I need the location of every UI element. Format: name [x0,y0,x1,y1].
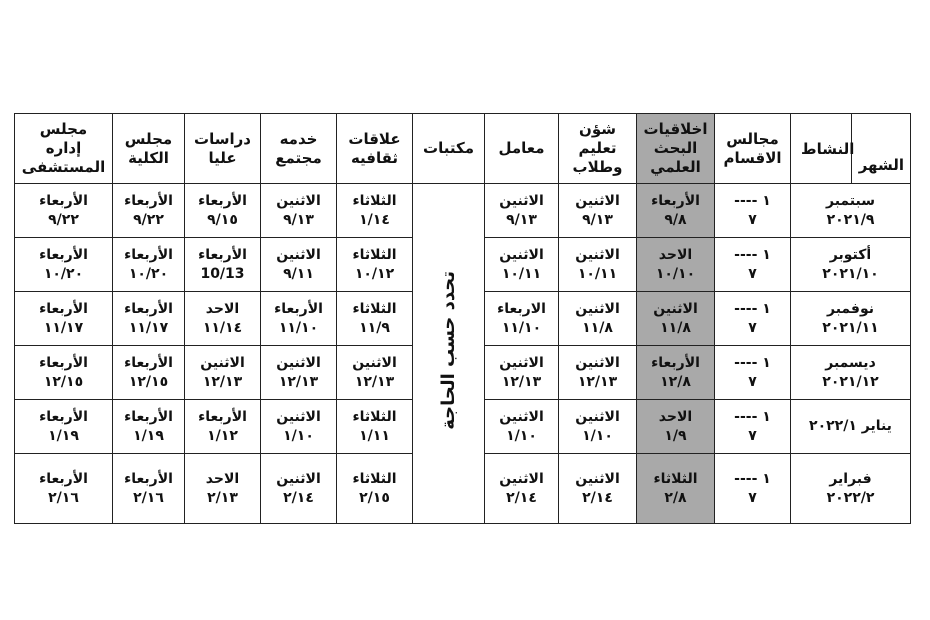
community-service-cell: الاثنين ١/١٠ [261,400,337,454]
college-council-cell: الأربعاء ١١/١٧ [113,292,185,346]
hospital-board-cell: الأربعاء ١٢/١٥ [15,346,113,400]
cultural-relations-cell: الثلاثاء ٢/١٥ [337,454,413,524]
labs-cell: الاثنين ١/١٠ [485,400,559,454]
col-header-graduate-studies: دراسات عليا [185,114,261,184]
college-council-cell: الأربعاء ١٢/١٥ [113,346,185,400]
research-ethics-cell: الاحد ١٠/١٠ [637,238,715,292]
community-service-cell: الاثنين ١٢/١٣ [261,346,337,400]
community-service-cell: الاثنين ٩/١١ [261,238,337,292]
education-students-cell: الاثنين ٢/١٤ [559,454,637,524]
education-students-cell: الاثنين ١/١٠ [559,400,637,454]
col-header-college-council: مجلس الكلية [113,114,185,184]
labs-cell: الاثنين ١٠/١١ [485,238,559,292]
col-header-libraries: مكتبات [413,114,485,184]
research-ethics-cell: الأربعاء ١٢/٨ [637,346,715,400]
research-ethics-cell: الأربعاء ٩/٨ [637,184,715,238]
cultural-relations-cell: الثلاثاء ١/١١ [337,400,413,454]
graduate-studies-cell: الاحد ١١/١٤ [185,292,261,346]
corner-header-cell [791,114,911,184]
month-cell: أكتوبر ٢٠٢١/١٠ [791,238,911,292]
college-council-cell: الأربعاء ٩/٢٢ [113,184,185,238]
col-header-cultural-relations: علاقات ثقافيه [337,114,413,184]
dept-councils-cell: ١ ---- ٧ [715,238,791,292]
cultural-relations-cell: الثلاثاء ١١/٩ [337,292,413,346]
hospital-board-cell: الأربعاء ١٠/٢٠ [15,238,113,292]
research-ethics-cell: الاثنين ١١/٨ [637,292,715,346]
community-service-cell: الاثنين ٢/١٤ [261,454,337,524]
cultural-relations-cell: الثلاثاء ١/١٤ [337,184,413,238]
month-cell: فبراير ٢٠٢٢/٢ [791,454,911,524]
cultural-relations-cell: الثلاثاء ١٠/١٢ [337,238,413,292]
dept-councils-cell: ١ ---- ٧ [715,184,791,238]
month-cell: سبتمبر ٢٠٢١/٩ [791,184,911,238]
col-header-research-ethics: اخلاقيات البحث العلمي [637,114,715,184]
graduate-studies-cell: الأربعاء ١/١٢ [185,400,261,454]
libraries-merged-cell [413,184,485,524]
activity-schedule-table [14,113,911,524]
month-cell: نوفمبر ٢٠٢١/١١ [791,292,911,346]
graduate-studies-cell: الأربعاء 10/13 [185,238,261,292]
labs-cell: الاربعاء ١١/١٠ [485,292,559,346]
month-header-label: الشهر [858,156,904,174]
graduate-studies-cell: الأربعاء ٩/١٥ [185,184,261,238]
dept-councils-cell: ١ ---- ٧ [715,454,791,524]
research-ethics-cell: الاحد ١/٩ [637,400,715,454]
col-header-hospital-board: مجلس إداره المستشفى [15,114,113,184]
college-council-cell: الأربعاء ٢/١٦ [113,454,185,524]
col-header-community-service: خدمه مجتمع [261,114,337,184]
community-service-cell: الأربعاء ١١/١٠ [261,292,337,346]
community-service-cell: الاثنين ٩/١٣ [261,184,337,238]
graduate-studies-cell: الاحد ٢/١٣ [185,454,261,524]
hospital-board-cell: الأربعاء ٩/٢٢ [15,184,113,238]
graduate-studies-cell: الاثنين ١٢/١٣ [185,346,261,400]
research-ethics-cell: الثلاثاء ٢/٨ [637,454,715,524]
education-students-cell: الاثنين ٩/١٣ [559,184,637,238]
dept-councils-cell: ١ ---- ٧ [715,400,791,454]
college-council-cell: الأربعاء ١/١٩ [113,400,185,454]
education-students-cell: الاثنين ١٠/١١ [559,238,637,292]
dept-councils-cell: ١ ---- ٧ [715,292,791,346]
activity-header-label: النشاط [801,140,855,158]
college-council-cell: الأربعاء ١٠/٢٠ [113,238,185,292]
col-header-dept-councils: مجالس الاقسام [715,114,791,184]
labs-cell: الاثنين ٢/١٤ [485,454,559,524]
col-header-labs: معامل [485,114,559,184]
hospital-board-cell: الأربعاء ١/١٩ [15,400,113,454]
month-cell: يناير ٢٠٢٢/١ [791,400,911,454]
labs-cell: الاثنين ٩/١٣ [485,184,559,238]
col-header-education-students: شؤن تعليم وطلاب [559,114,637,184]
libraries-note: تحدد حسب الحاجة [438,271,459,430]
dept-councils-cell: ١ ---- ٧ [715,346,791,400]
hospital-board-cell: الأربعاء ٢/١٦ [15,454,113,524]
education-students-cell: الاثنين ١٢/١٣ [559,346,637,400]
cultural-relations-cell: الاثنين ١٢/١٣ [337,346,413,400]
hospital-board-cell: الأربعاء ١١/١٧ [15,292,113,346]
month-cell: ديسمبر ٢٠٢١/١٢ [791,346,911,400]
header-row [15,114,911,184]
schedule-sheet [14,113,910,509]
table-row [15,184,911,238]
labs-cell: الاثنين ١٢/١٣ [485,346,559,400]
education-students-cell: الاثنين ١١/٨ [559,292,637,346]
